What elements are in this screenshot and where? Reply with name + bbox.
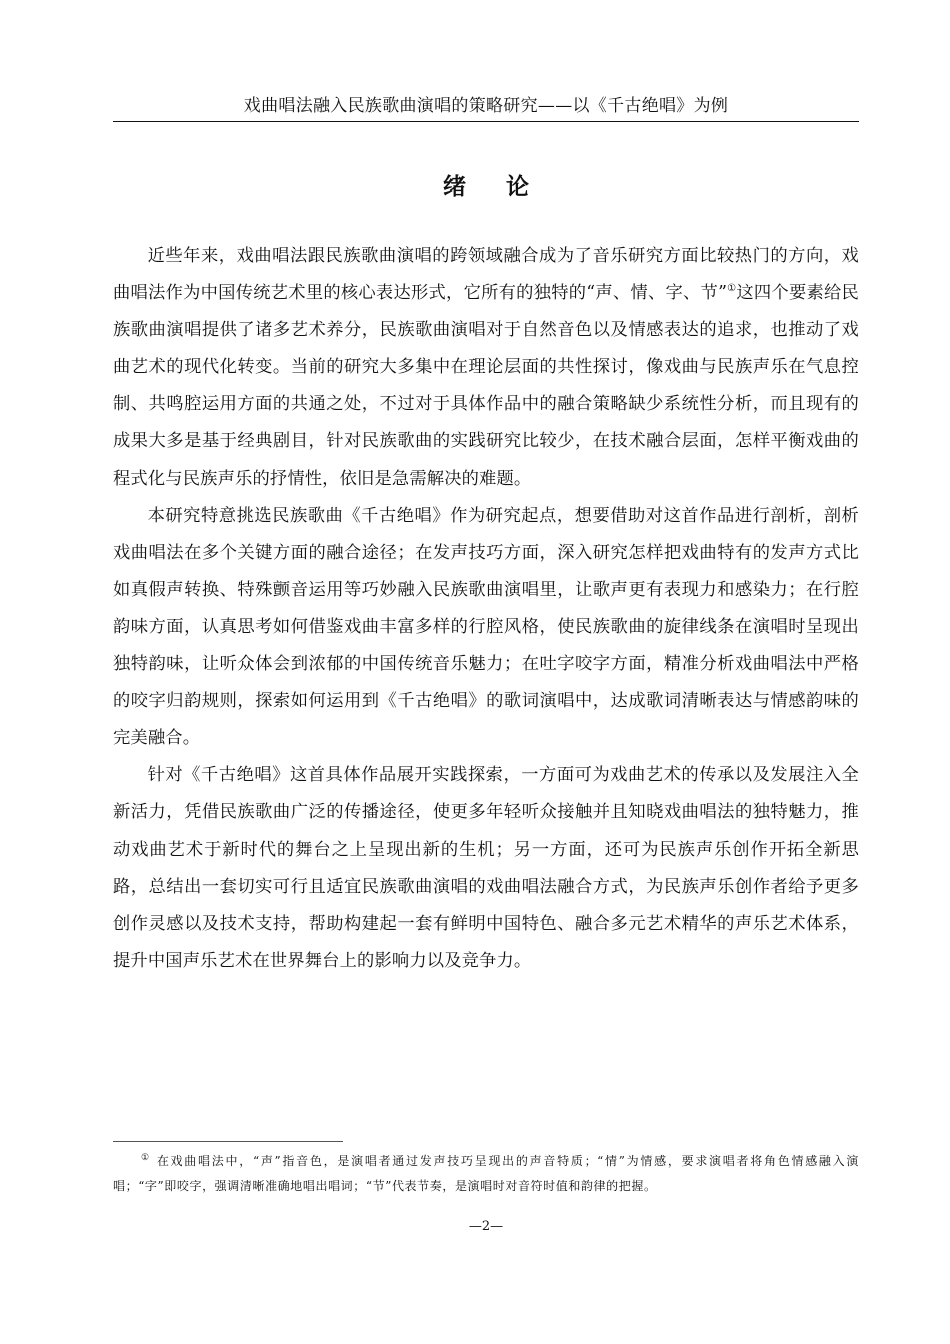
footnote-mark: ① <box>141 1153 151 1163</box>
body-text <box>113 238 859 980</box>
footnote-rule <box>113 1141 343 1142</box>
chapter-title: 绪论 <box>443 174 569 200</box>
page-number: —2— <box>468 1219 504 1234</box>
running-header: 戏曲唱法融入民族歌曲演唱的策略研究——以《千古绝唱》为例 <box>243 96 729 116</box>
paragraph-1-text-before-ref: 近些年来，戏曲唱法跟民族歌曲演唱的跨领域融合成为了音乐研究方面比较热门的方向，戏曲唱法作为中国传统艺术里的核心表达形式，它所有的独特的“声、情、字、节” <box>113 246 859 304</box>
footnote-text: 在戏曲唱法中，“声”指音色，是演唱者通过发声技巧呈现出的声音特质；“情”为情感，要求演唱者将角色情感融入演唱；“字”即咬字，强调清晰准确地唱出唱词；“节”代表节奏，是演唱时对音符时值和韵律的把握。 <box>113 1154 860 1193</box>
paragraph-2: 本研究特意挑选民族歌曲《千古绝唱》作为研究起点，想要借助对这首作品进行剖析，剖析戏曲唱法在多个关键方面的融合途径；在发声技巧方面，深入研究怎样把戏曲特有的发声方式比如真假声转换、特殊颤音运用等巧妙融入民族歌曲演唱里，让歌声更有表现力和感染力；在行腔韵味方面，认真思考如何借鉴戏曲丰富多样的行腔风格，使民族歌曲的旋律线条在演唱时呈现出独特韵味，让听众体会到浓郁的中国传统音乐魅力；在吐字咬字方面，精准分析戏曲唱法中严格的咬字归韵规则，探索如何运用到《千古绝唱》的歌词演唱中，达成歌词清晰表达与情感韵味的完美融合。 <box>113 505 859 749</box>
header-rule <box>113 121 859 122</box>
footnote <box>113 1149 859 1199</box>
footnote-reference[interactable]: ① <box>727 283 737 295</box>
paragraph-1 <box>113 238 859 498</box>
paragraph-3: 针对《千古绝唱》这首具体作品展开实践探索，一方面可为戏曲艺术的传承以及发展注入全新活力，凭借民族歌曲广泛的传播途径，使更多年轻听众接触并且知晓戏曲唱法的独特魅力，推动戏曲艺术于新时代的舞台之上呈现出新的生机；另一方面，还可为民族声乐创作开拓全新思路，总结出一套切实可行且适宜民族歌曲演唱的戏曲唱法融合方式，为民族声乐创作者给予更多创作灵感以及技术支持，帮助构建起一套有鲜明中国特色、融合多元艺术精华的声乐艺术体系，提升中国声乐艺术在世界舞台上的影响力以及竞争力。 <box>113 765 859 971</box>
paragraph-1-text-after-ref: 这四个要素给民族歌曲演唱提供了诸多艺术养分，民族歌曲演唱对于自然音色以及情感表达的追求，也推动了戏曲艺术的现代化转变。当前的研究大多集中在理论层面的共性探讨，像戏曲与民族声乐在气息控制、共鸣腔运用方面的共通之处，不过对于具体作品中的融合策略缺少系统性分析，而且现有的成果大多是基于经典剧目，针对民族歌曲的实践研究比较少，在技术融合层面，怎样平衡戏曲的程式化与民族声乐的抒情性，依旧是急需解决的难题。 <box>113 283 859 489</box>
